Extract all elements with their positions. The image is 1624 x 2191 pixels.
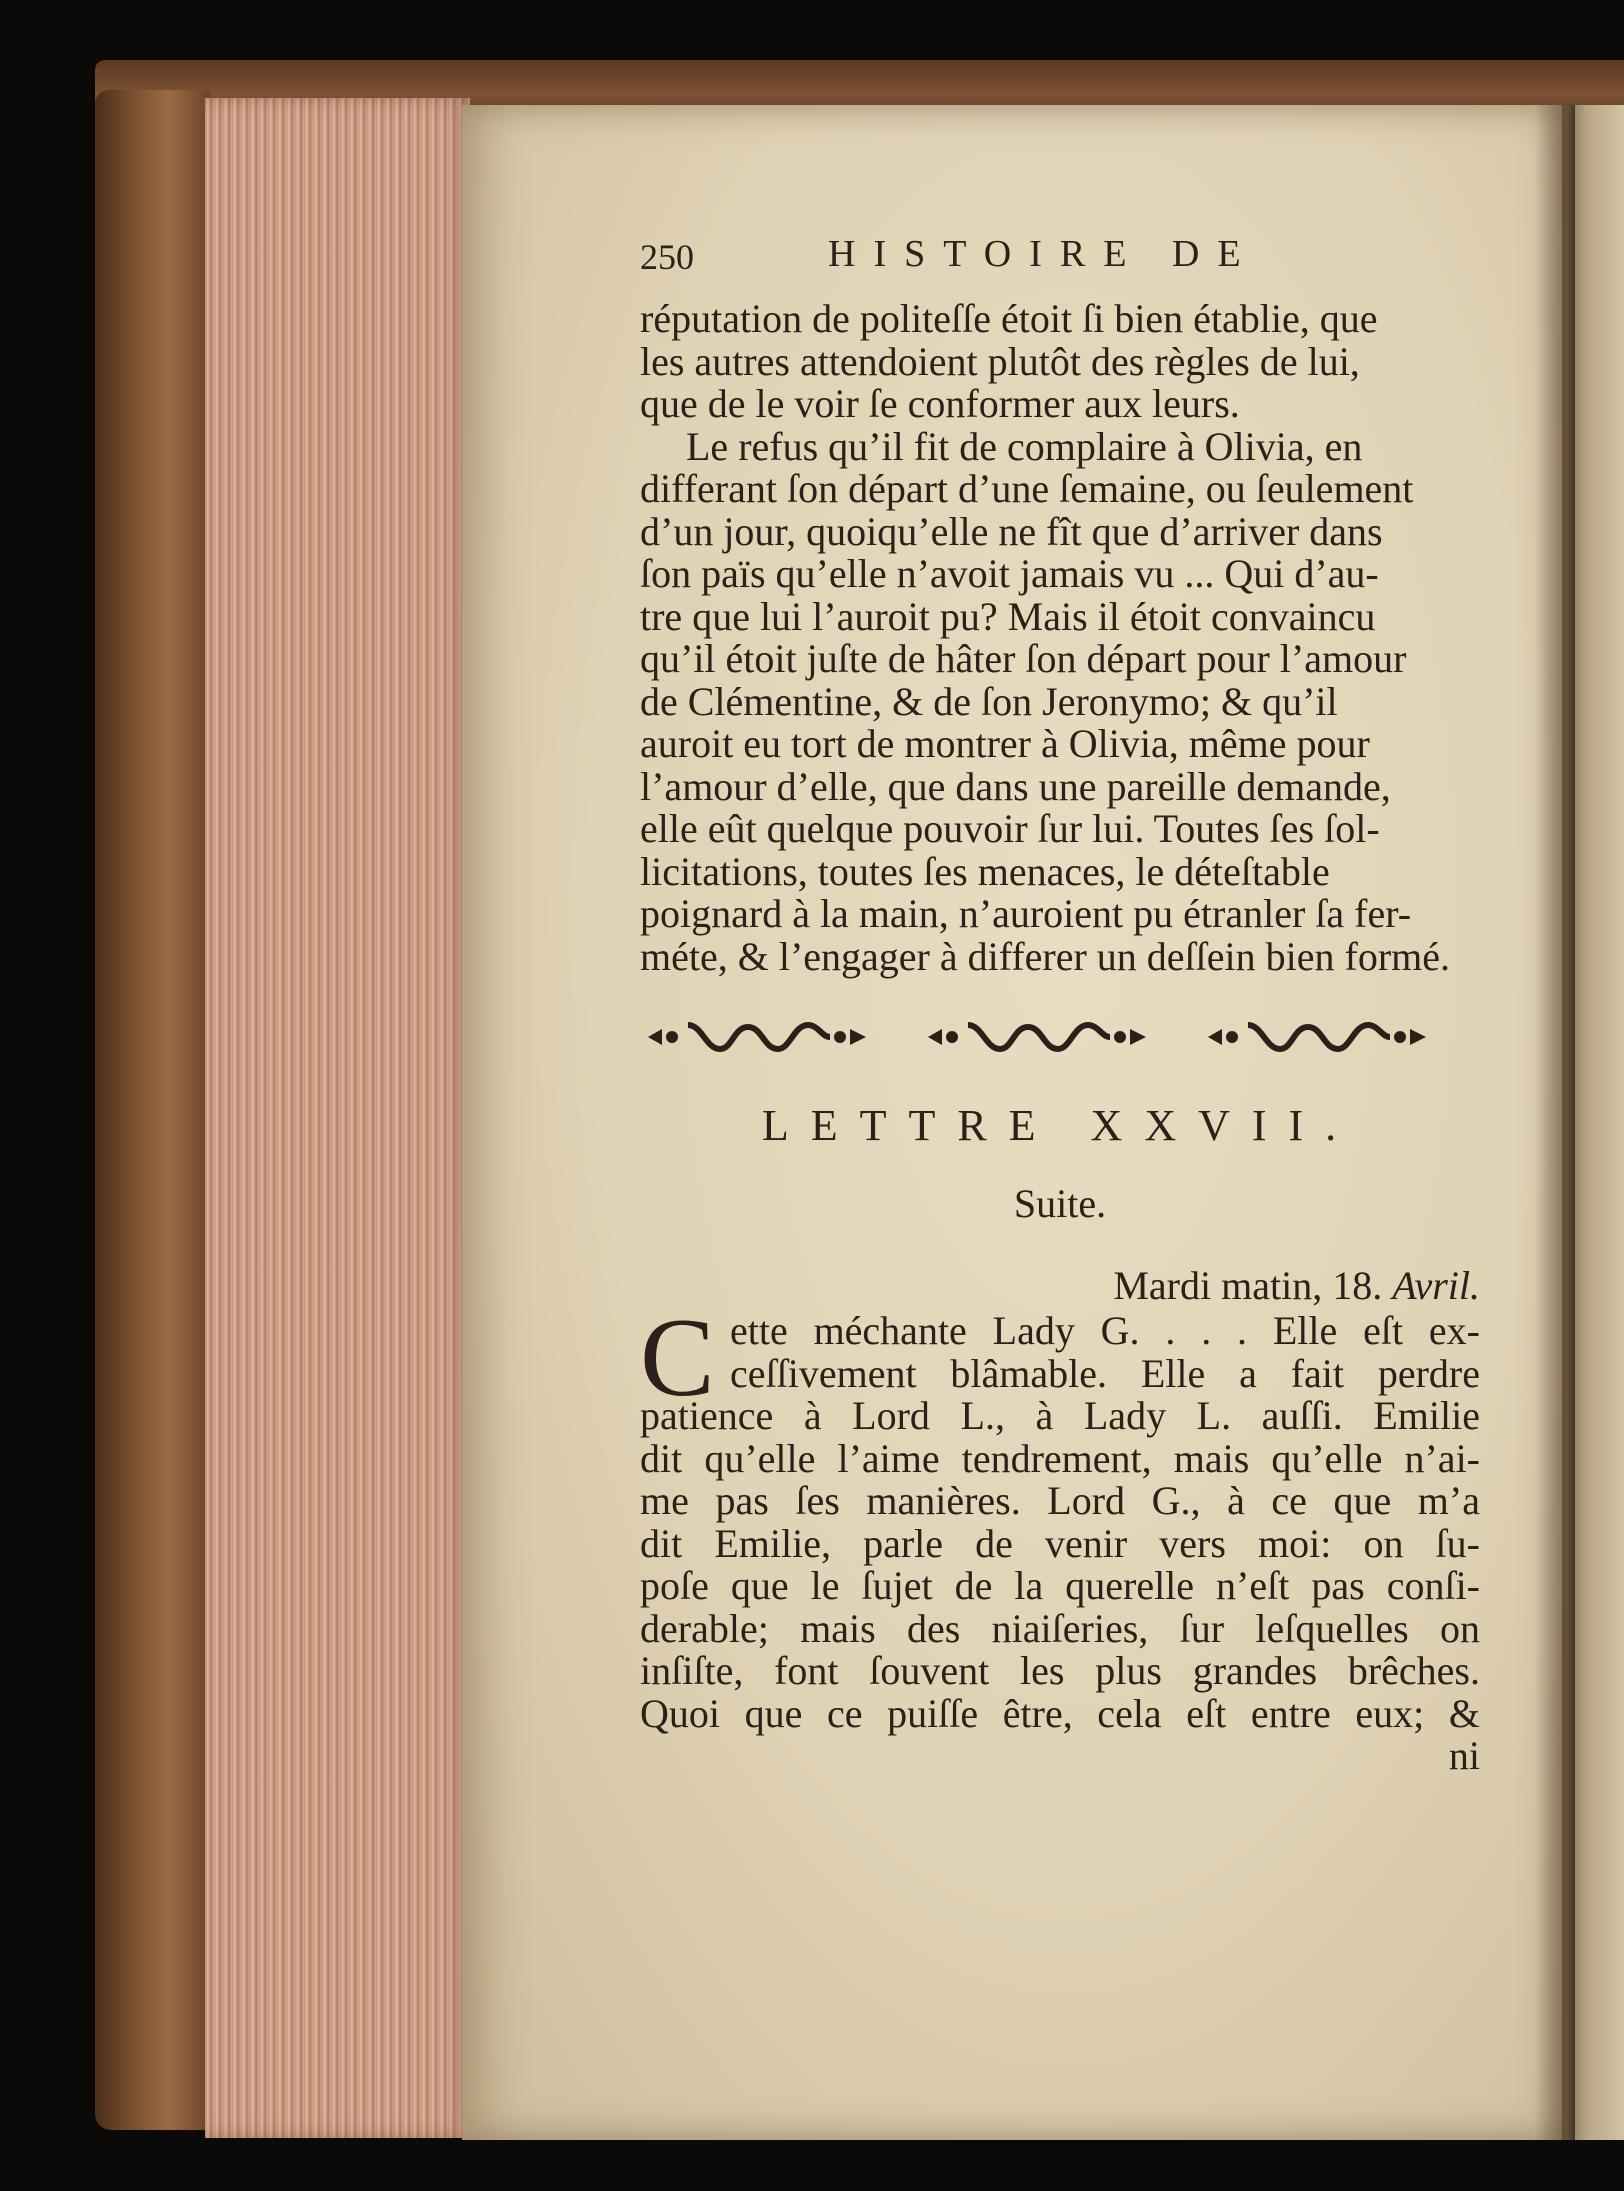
- catchword: ni: [1448, 1733, 1480, 1778]
- text-line: méte, & l’engager à differer un deſſein bien formé.: [640, 933, 1451, 979]
- ornament-divider: [640, 1015, 1480, 1059]
- dateline: [640, 1262, 1480, 1309]
- text-line: differant ſon départ d’une ſemaine, ou ſeulement: [640, 466, 1414, 511]
- letter-subtitle: Suite.: [1013, 1181, 1107, 1226]
- body-text-letter: [640, 1296, 1480, 1778]
- text-line: que de le voir ſe conformer aux leurs.: [640, 381, 1240, 426]
- dateline-day: Mardi matin, 18.: [1113, 1263, 1383, 1308]
- text-line: ceſſivement blâmable. Elle a fait perdre: [730, 1350, 1480, 1396]
- text-line: auroit eu tort de montrer à Olivia, même pour: [640, 721, 1370, 766]
- text-line: Quoi que ce puiſſe être, cela eſt entre eux; &: [640, 1690, 1480, 1736]
- page-number: 250: [640, 237, 694, 277]
- text-line: qu’il étoit juſte de hâter ſon départ pour l’amour: [640, 636, 1407, 681]
- text-line: tre que lui l’auroit pu? Mais il étoit convaincu: [640, 593, 1376, 639]
- ornament-unit: [648, 1025, 866, 1049]
- text-line: dit Emilie, parle de venir vers moi: on ſu-: [640, 1520, 1480, 1566]
- text-line: les autres attendoient plutôt des règles de lui,: [640, 338, 1360, 384]
- text-line: Le refus qu’il fit de complaire à Olivia, en: [686, 423, 1363, 469]
- letter-title: LETTRE XXVII.: [761, 1101, 1359, 1150]
- drop-cap: C: [640, 1296, 715, 1420]
- text-line: me pas ſes manières. Lord G., à ce que m’a: [640, 1478, 1480, 1523]
- page-edges: [205, 98, 470, 2138]
- body-text-top: [640, 298, 1480, 978]
- text-line: patience à Lord L., à Lady L. auſſi. Emilie: [640, 1393, 1480, 1438]
- text-line: poignard à la main, n’auroient pu étranler ſa fer-: [640, 891, 1412, 936]
- text-line: l’amour d’elle, que dans une pareille demande,: [640, 763, 1391, 809]
- ornament-unit: [928, 1025, 1146, 1049]
- dateline-month: Avril.: [1392, 1263, 1480, 1308]
- text-line: dit qu’elle l’aime tendrement, mais qu’elle n’ai-: [640, 1435, 1480, 1481]
- text-line: elle eût quelque pouvoir ſur lui. Toutes ſes ſol-: [640, 806, 1380, 851]
- text-line: d’un jour, quoiqu’elle ne fît que d’arriver dans: [640, 508, 1383, 554]
- running-head: HISTOIRE DE: [828, 233, 1259, 275]
- text-line: derable; mais des niaiſeries, ſur leſquelles on: [640, 1605, 1480, 1651]
- gutter-shadow: [1535, 105, 1575, 2140]
- text-line: réputation de politeſſe étoit ſi bien établie, que: [640, 296, 1378, 341]
- text-line: ſon païs qu’elle n’avoit jamais vu ... Qui d’au-: [640, 551, 1379, 596]
- ornament-unit: [1208, 1025, 1426, 1049]
- text-line: licitations, toutes ſes menaces, le déteſtable: [640, 848, 1330, 894]
- text-line: de Clémentine, & de ſon Jeronymo; & qu’il: [640, 678, 1338, 724]
- text-line: inſiſte, font ſouvent les plus grandes brêches.: [640, 1648, 1480, 1693]
- text-line: poſe que le ſujet de la querelle n’eſt pas conſi-: [640, 1563, 1480, 1608]
- book-spine: [95, 90, 210, 2130]
- text-line: ette méchante Lady G. . . . Elle eſt ex-: [730, 1308, 1480, 1353]
